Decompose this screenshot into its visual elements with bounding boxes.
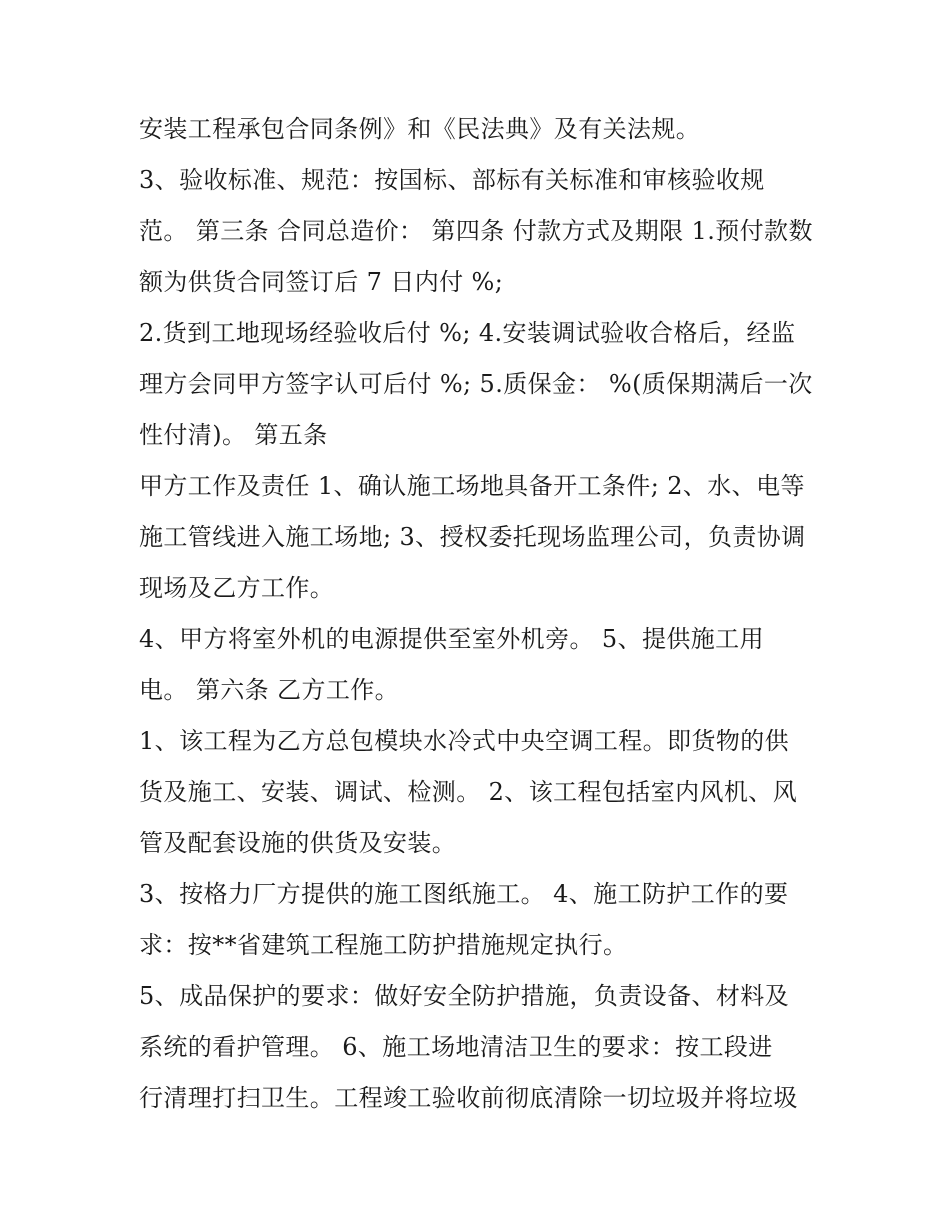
text-line: 电。 第六条 乙方工作。 (139, 676, 400, 704)
text-line: 施工管线进入施工场地; 3、授权委托现场监理公司，负责协调 (139, 523, 806, 551)
text-line: 货及施工、安装、调试、检测。 2、该工程包括室内风机、风 (139, 778, 798, 806)
text-line: 理方会同甲方签字认可后付 %; 5.质保金： %(质保期满后一次 (139, 370, 813, 398)
text-line: 管及配套设施的供货及安装。 (139, 829, 457, 857)
text-line: 甲方工作及责任 1、确认施工场地具备开工条件; 2、水、电等 (139, 472, 805, 500)
text-line: 安装工程承包合同条例》和《民法典》及有关法规。 (139, 115, 701, 143)
text-line: 性付清)。 第五条 (139, 421, 328, 449)
text-line: 求：按**省建筑工程施工防护措施规定执行。 (139, 931, 628, 959)
text-line: 5、成品保护的要求：做好安全防护措施，负责设备、材料及 (139, 982, 790, 1010)
text-line: 现场及乙方工作。 (139, 574, 335, 602)
text-line: 范。 第三条 合同总造价： 第四条 付款方式及期限 1.预付款数 (139, 217, 813, 245)
text-line: 1、该工程为乙方总包模块水冷式中央空调工程。即货物的供 (139, 727, 790, 755)
text-line: 额为供货合同签订后 7 日内付 %; (139, 268, 504, 296)
text-line: 行清理打扫卫生。工程竣工验收前彻底清除一切垃圾并将垃圾 (139, 1084, 798, 1112)
text-line: 2.货到工地现场经验收后付 %; 4.安装调试验收合格后，经监 (139, 319, 796, 347)
text-line: 3、按格力厂方提供的施工图纸施工。 4、施工防护工作的要 (139, 880, 789, 908)
text-line: 4、甲方将室外机的电源提供至室外机旁。 5、提供施工用 (139, 625, 764, 653)
text-line: 3、验收标准、规范：按国标、部标有关标准和审核验收规 (139, 166, 765, 194)
text-line: 系统的看护管理。 6、施工场地清洁卫生的要求：按工段进 (139, 1033, 773, 1061)
